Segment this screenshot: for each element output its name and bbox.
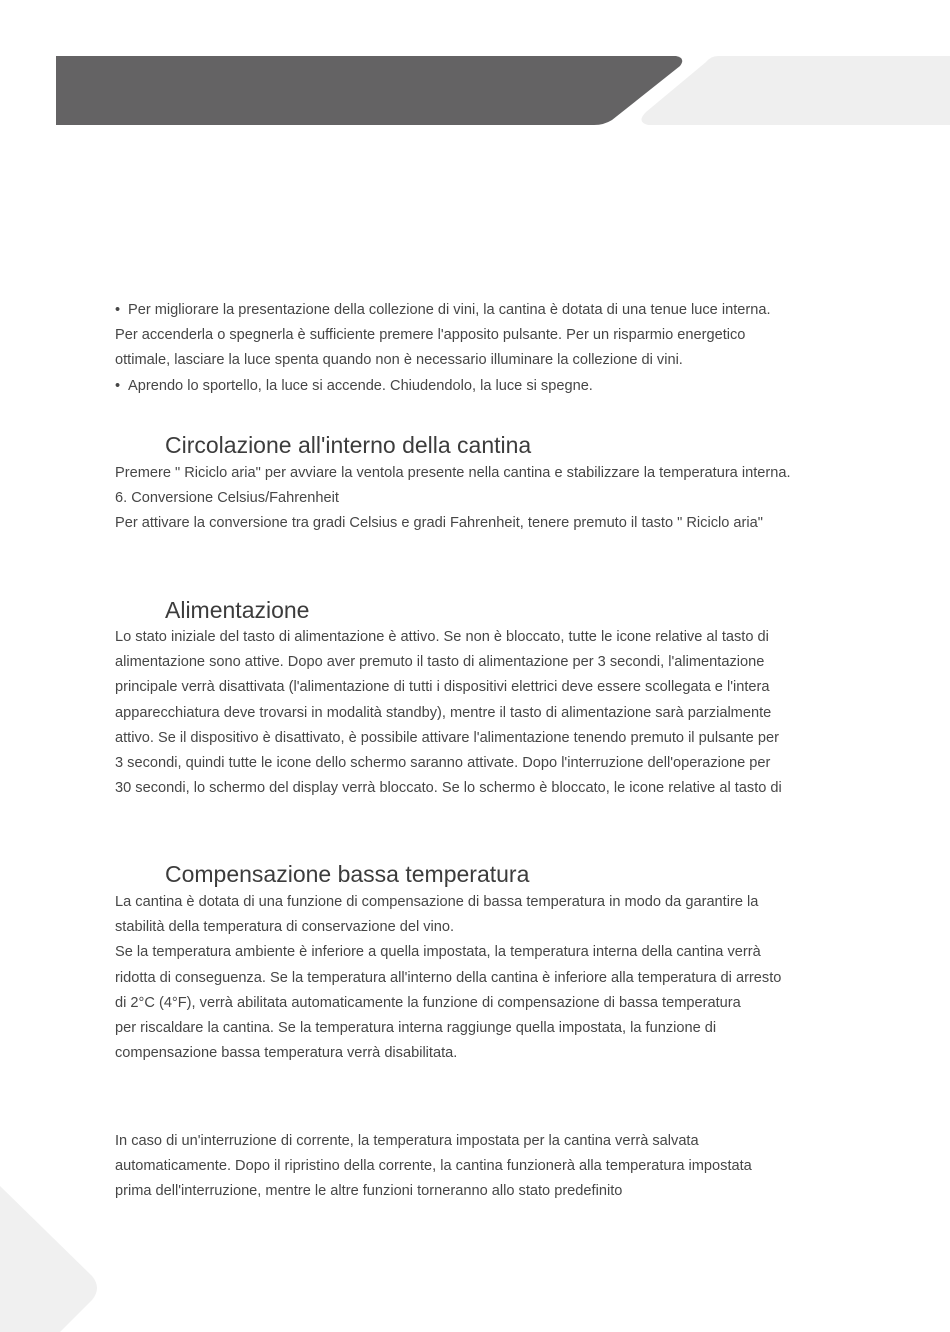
- body-line: di 2°C (4°F), verrà abilitata automaticamente la funzione di compensazione di bassa temperatura: [115, 994, 741, 1011]
- body-line: principale verrà disattivata (l'alimentazione di tutti i dispositivi elettrici deve essere scollegata e l'intera: [115, 679, 770, 696]
- corner-shape: [0, 1186, 97, 1332]
- body-line: Per attivare la conversione tra gradi Celsius e gradi Fahrenheit, tenere premuto il tasto " Riciclo aria": [115, 515, 763, 532]
- section-body-circolazione: [115, 461, 875, 537]
- intro-line: ottimale, lasciare la luce spenta quando non è necessario illuminare la collezione di vini.: [115, 352, 683, 369]
- body-line: attivo. Se il dispositivo è disattivato, è possibile attivare l'alimentazione tenendo premuto il pulsante per: [115, 729, 779, 746]
- body-line: Lo stato iniziale del tasto di alimentazione è attivo. Se non è bloccato, tutte le icone relative al tasto di: [115, 629, 769, 645]
- body-line: In caso di un'interruzione di corrente, la temperatura impostata per la cantina verrà salvata: [115, 1133, 699, 1149]
- header-tab: [641, 56, 950, 125]
- body-line: prima dell'interruzione, mentre le altre funzioni torneranno allo stato predefinito: [115, 1183, 623, 1200]
- body-line: compensazione bassa temperatura verrà disabilitata.: [115, 1045, 458, 1062]
- intro-line: • Per migliorare la presentazione della collezione di vini, la cantina è dotata di una tenue luce interna.: [115, 298, 875, 323]
- body-line: ridotta di conseguenza. Se la temperatura all'interno della cantina è inferiore alla temperatura di arresto: [115, 969, 782, 986]
- section-body-alimentazione: [115, 625, 875, 801]
- intro-line: • Aprendo lo sportello, la luce si accende. Chiudendolo, la luce si spegne.: [115, 374, 875, 399]
- intro-line: Per accenderla o spegnerla è sufficiente premere l'apposito pulsante. Per un risparmio energetico: [115, 327, 746, 344]
- body-line: stabilità della temperatura di conservazione del vino.: [115, 919, 455, 936]
- section-title-compensazione: Compensazione bassa temperatura: [165, 861, 530, 887]
- body-line: La cantina è dotata di una funzione di compensazione di bassa temperatura in modo da garantire la: [115, 894, 759, 910]
- body-line: 30 secondi, lo schermo del display verrà bloccato. Se lo schermo è bloccato, le icone relative al tasto di: [115, 780, 782, 797]
- body-line: 6. Conversione Celsius/Fahrenheit: [115, 490, 339, 507]
- outro-paragraph: [115, 1129, 875, 1205]
- body-line: apparecchiatura deve trovarsi in modalità standby), mentre il tasto di alimentazione sarà parzialmente: [115, 704, 772, 721]
- body-line: per riscaldare la cantina. Se la temperatura interna raggiunge quella impostata, la funzione di: [115, 1020, 717, 1037]
- body-line: alimentazione sono attive. Dopo aver premuto il tasto di alimentazione per 3 secondi, l'alimentazione: [115, 654, 765, 671]
- section-title-circolazione: Circolazione all'interno della cantina: [165, 432, 532, 458]
- body-line: automaticamente. Dopo il ripristino della corrente, la cantina funzionerà alla temperatura impostata: [115, 1158, 752, 1175]
- section-body-compensazione: [115, 890, 875, 1066]
- body-line: Premere " Riciclo aria" per avviare la ventola presente nella cantina e stabilizzare la temperatura interna.: [115, 465, 791, 481]
- body-line: Se la temperatura ambiente è inferiore a quella impostata, la temperatura interna della cantina verrà: [115, 944, 761, 961]
- section-title-alimentazione: Alimentazione: [165, 597, 310, 623]
- intro-paragraph: [115, 298, 875, 399]
- body-line: 3 secondi, quindi tutte le icone dello schermo saranno attivate. Dopo l'interruzione dell'operazione per: [115, 755, 771, 772]
- header-band: [56, 56, 682, 125]
